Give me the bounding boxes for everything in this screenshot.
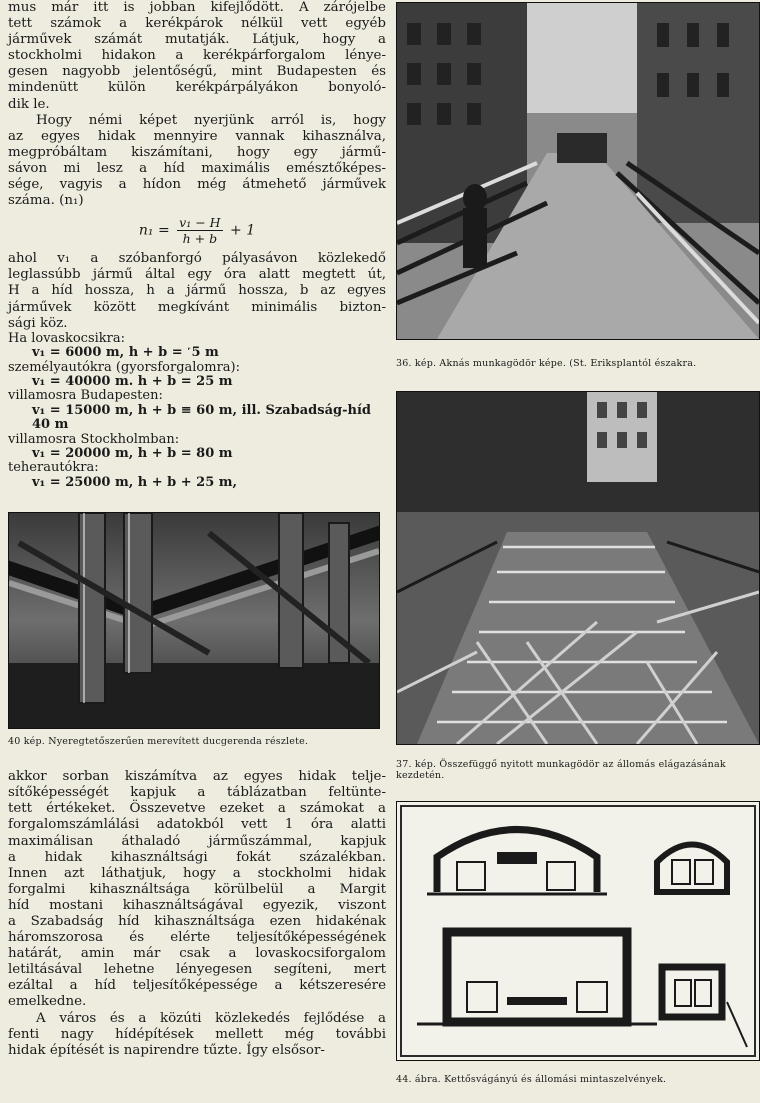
- text-line: Hogy némi képet nyerjünk arról is, hogy: [36, 112, 386, 128]
- vehicle-label: Ha lovaskocsikra:: [8, 330, 126, 346]
- text-line: megpróbáltam kiszámítani, hogy egy jármű-: [8, 144, 386, 160]
- photo-36-shaft-pit: [396, 2, 760, 340]
- text-line: a Szabadság híd kihasználtsága ezen hidakénak: [8, 914, 386, 929]
- vehicle-label: személyautókra (gyorsforgalomra):: [8, 359, 240, 375]
- formula: [8, 215, 386, 246]
- text-line: járművek között megkívánt minimális bizton-: [8, 299, 386, 315]
- text-line: sági köz.: [8, 315, 68, 331]
- paragraph-1: [8, 0, 386, 113]
- text-line: hidak építését is napirendre tűzte. Így elsősor-: [8, 1042, 325, 1058]
- text-line: gesen nagyobb jelentőségű, mint Budapesten és: [8, 64, 386, 80]
- photo-37-open-pit: [396, 391, 760, 745]
- text-line: Innen azt láthatjuk, hogy a stockholmi hidak: [8, 865, 386, 881]
- text-line: sávon mi lesz a híd maximális emésztőképes-: [8, 160, 386, 176]
- vehicle-label: teherautókra:: [8, 460, 99, 476]
- vehicle-list: [8, 332, 386, 490]
- text-line: a hidak kihasználtsági fokát százalékban.: [8, 849, 386, 865]
- text-line: letiltásával lehetne lényegesen segíteni, mert: [8, 962, 386, 978]
- text-line: az egyes hidak mennyire vannak kihasználva,: [8, 128, 386, 144]
- photo-40-timber-beam: [8, 512, 380, 729]
- vehicle-value: v₁ = 15000 m, h + b ≡ 60 m, ill. Szabadság-híd 40 m: [32, 402, 371, 433]
- paragraph-3: [8, 251, 386, 331]
- figure-44-cross-sections: [396, 801, 760, 1061]
- text-line: tett értékeket. Összevetve ezeket a számokat a: [8, 801, 386, 817]
- text-line: határát, amin már csak a lovaskocsiforgalom: [8, 946, 386, 962]
- formula-lhs: n₁ =: [138, 222, 170, 239]
- text-line: forgalmi kihasználtsága körülbelül a Margit: [8, 881, 386, 897]
- formula-denominator: h + b: [182, 231, 218, 247]
- text-line: fenti nagy hídépítések mellett még további: [8, 1026, 386, 1042]
- text-line: híd mostani kihasználtságával egyezik, viszont: [8, 897, 386, 913]
- text-line: leglassúbb jármű által egy óra alatt megtett út,: [8, 267, 386, 283]
- text-line: sítőképességét kapjuk a táblázatban feltünte-: [8, 785, 386, 801]
- formula-fraction: [177, 215, 222, 246]
- left-column: [8, 0, 386, 1059]
- text-line: ezáltal a híd teljesítőképessége a kétszeresére: [8, 978, 386, 994]
- text-line: emelkedne.: [8, 994, 87, 1010]
- text-line: akkor sorban kiszámítva az egyes hidak telje-: [8, 769, 386, 785]
- text-line: H a híd hossza, h a jármű hossza, b az egyes: [8, 283, 386, 299]
- vehicle-label: villamosra Stockholmban:: [8, 431, 180, 447]
- caption-40: 40 kép. Nyeregtetőszerűen merevített ducgerenda részlete.: [8, 736, 309, 748]
- caption-44: 44. ábra. Kettősvágányú és állomási mintaszelvények.: [396, 1074, 667, 1085]
- vehicle-value: v₁ = 6000 m, h + b = ˹5 m: [32, 345, 219, 361]
- text-line: A város és a közúti közlekedés fejlődése a: [36, 1010, 386, 1026]
- text-line: stockholmi hidakon a kerékpárforgalom lénye-: [8, 48, 386, 64]
- formula-rhs: + 1: [230, 222, 256, 239]
- text-line: dik le.: [8, 96, 50, 112]
- text-line: maximálisan áthaladó járműszámmal, kapjuk: [8, 833, 386, 849]
- caption-36: 36. kép. Aknás munkagödör képe. (St. Eriksplantól északra.: [396, 358, 697, 369]
- paragraph-5: [8, 1011, 386, 1059]
- text-line: ahol v₁ a szóbanforgó pályasávon közlekedő: [8, 251, 386, 267]
- text-line: forgalomszámlálási adatokból vett 1 óra alatti: [8, 817, 386, 833]
- text-line: száma. (n₁): [8, 193, 84, 209]
- vehicle-label: villamosra Budapesten:: [8, 388, 163, 404]
- paragraph-4: [8, 769, 386, 1010]
- caption-37: 37. kép. Összefüggő nyitott munkagödör az állomás elágazásának kezdetén.: [396, 759, 726, 781]
- right-column: [396, 0, 760, 1085]
- text-line: járművek számát mutatják. Látjuk, hogy a: [8, 32, 386, 48]
- vehicle-value: v₁ = 20000 m, h + b = 80 m: [32, 445, 233, 461]
- text-line: háromszorosa és elérte teljesítőképességének: [8, 930, 386, 946]
- text-line: mindenütt külön kerékpárpályákon bonyoló-: [8, 80, 386, 96]
- formula-numerator: v₁ − H: [179, 215, 221, 231]
- text-line: sége, vagyis a hídon még átmehető járművek: [8, 177, 386, 193]
- vehicle-value: v₁ = 25000 m, h + b + 25 m,: [32, 474, 238, 490]
- paragraph-2: [8, 113, 386, 210]
- text-line: mus már itt is jobban kifejlődött. A zárójelbe: [8, 0, 386, 15]
- vehicle-value: v₁ = 40000 m. h + b = 25 m: [32, 373, 233, 389]
- text-line: tett számok a kerékpárok nélkül vett egyéb: [8, 16, 386, 32]
